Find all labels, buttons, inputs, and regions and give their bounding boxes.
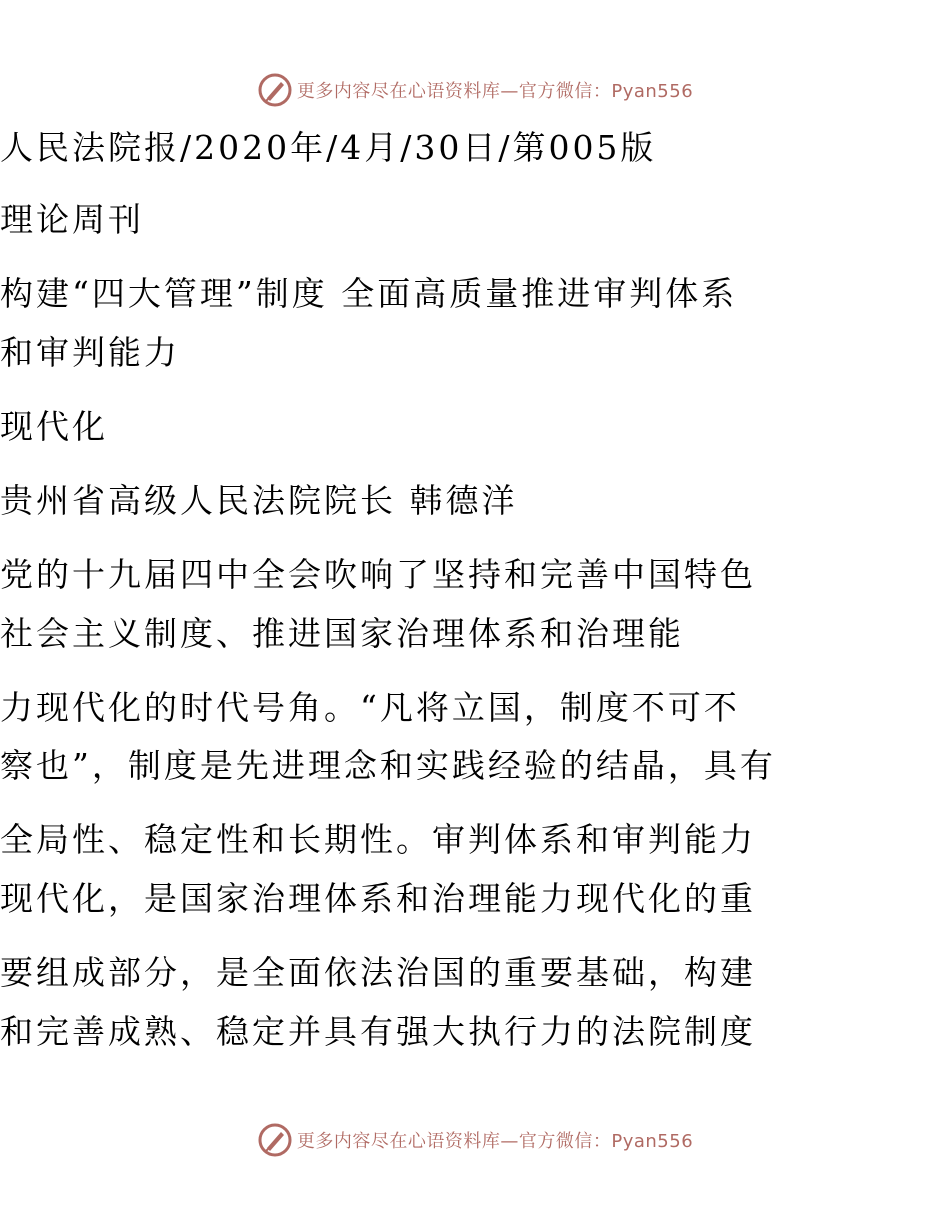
header-watermark-banner xyxy=(0,70,950,110)
doc-line: 和审判能力 xyxy=(0,333,180,372)
doc-line: 贵州省高级人民法院院长 韩德洋 xyxy=(0,481,518,520)
doc-line: 全局性、稳定性和长期性。审判体系和审判能力 xyxy=(0,820,756,859)
doc-line: 社会主义制度、推进国家治理体系和治理能 xyxy=(0,614,684,653)
doc-line: 力现代化的时代号角。“凡将立国，制度不可不 xyxy=(0,688,740,727)
doc-line: 现代化，是国家治理体系和治理能力现代化的重 xyxy=(0,879,756,918)
doc-line: 现代化 xyxy=(0,407,108,446)
footer-watermark-banner xyxy=(0,1120,950,1160)
pen-logo-icon xyxy=(257,72,293,108)
doc-line: 要组成部分，是全面依法治国的重要基础，构建 xyxy=(0,953,756,992)
doc-line: 党的十九届四中全会吹响了坚持和完善中国特色 xyxy=(0,555,756,594)
header-watermark-text: 更多内容尽在心语资料库—官方微信：Pyan556 xyxy=(296,81,694,102)
footer-watermark-text: 更多内容尽在心语资料库—官方微信：Pyan556 xyxy=(296,1131,694,1152)
doc-line: 察也”，制度是先进理念和实践经验的结晶，具有 xyxy=(0,746,776,785)
doc-line: 和完善成熟、稳定并具有强大执行力的法院制度 xyxy=(0,1012,756,1051)
doc-line: 人民法院报/2020年/4月/30日/第005版 xyxy=(0,128,657,167)
doc-line: 构建“四大管理”制度 全面高质量推进审判体系 xyxy=(0,274,738,313)
pen-logo-icon xyxy=(257,1122,293,1158)
doc-line: 理论周刊 xyxy=(0,200,144,239)
